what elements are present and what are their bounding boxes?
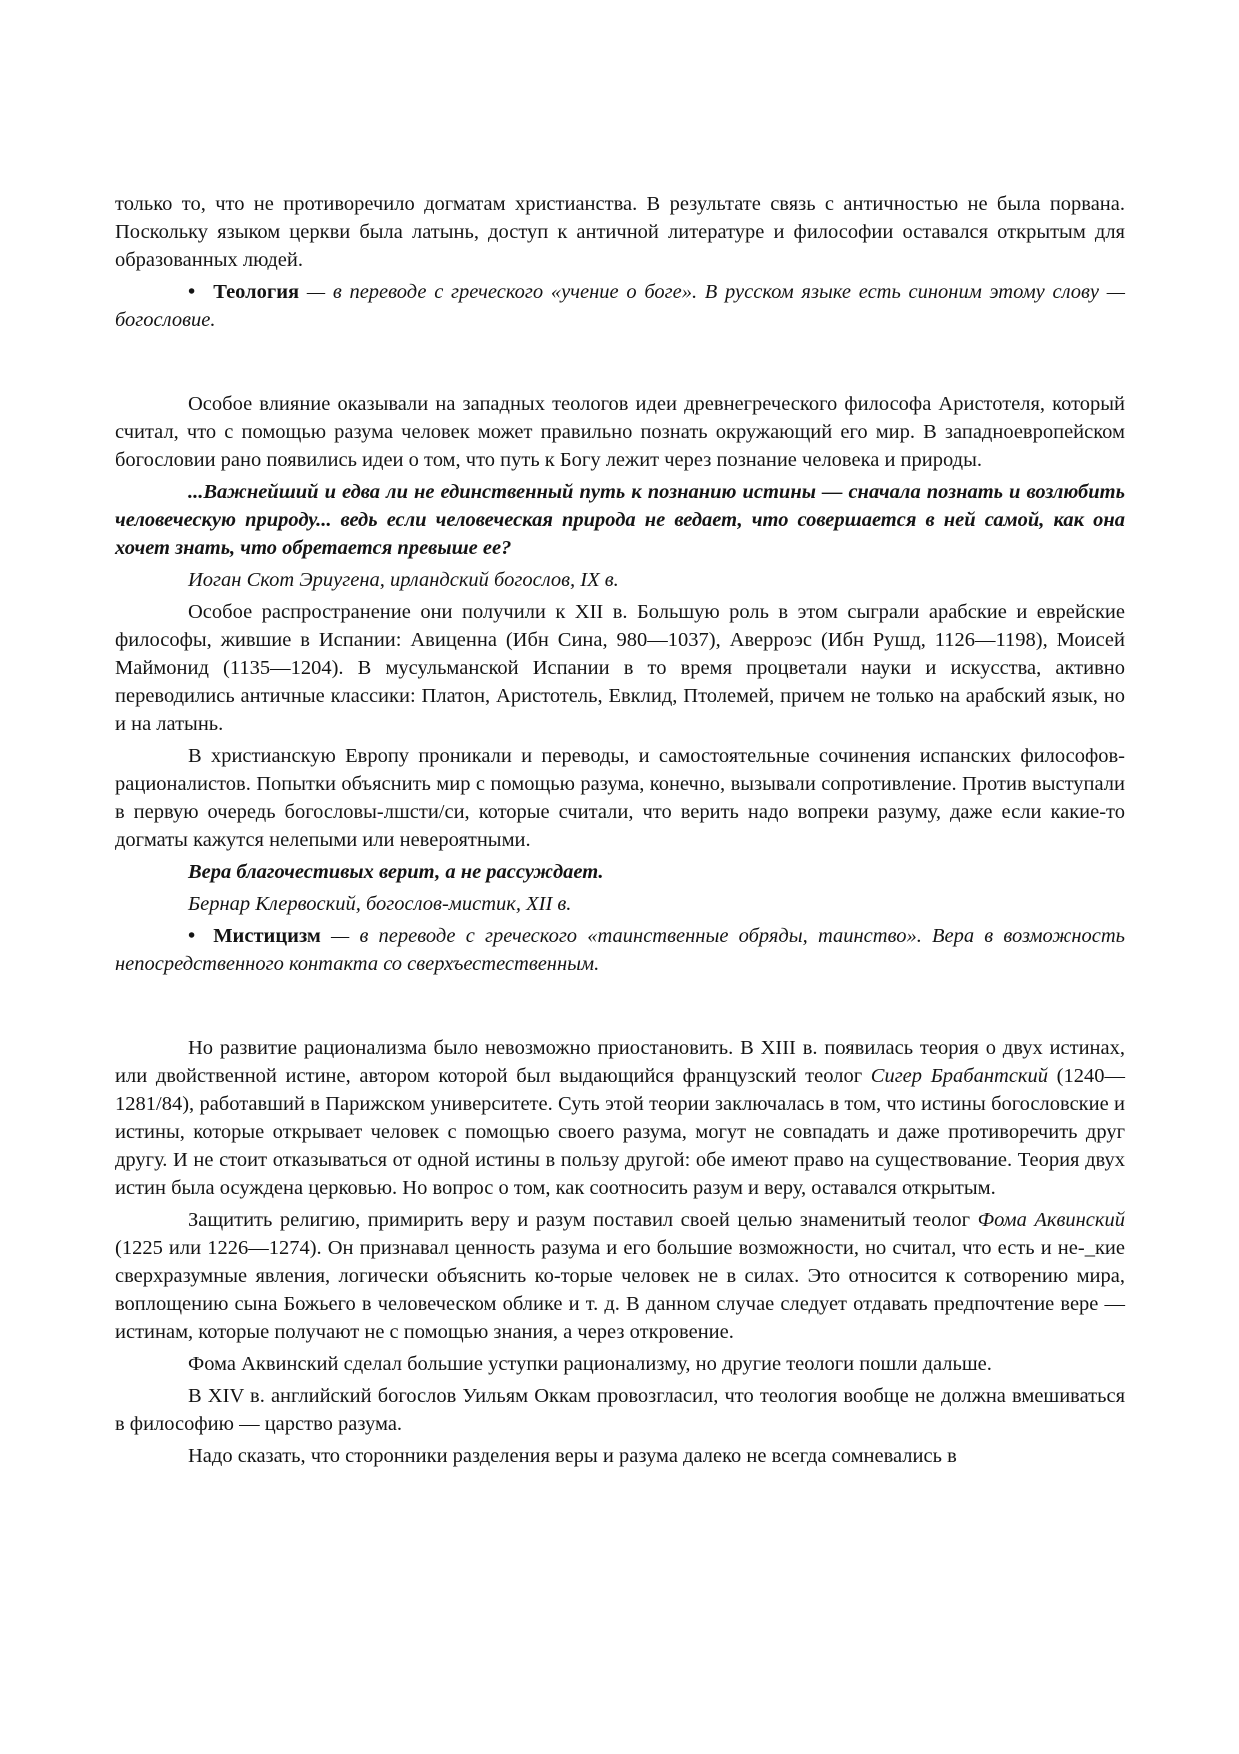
- paragraph: Особое распространение они получили к XII в. Большую роль в этом сыграли арабские и еврейские философы, жившие в Испании: Авиценна (Ибн Сина, 980—1037), Аверроэс (Ибн Рушд, 1126—1198), Моисей Маймонид (1135—1204). В мусульманской Испании в то время процветали науки и искусства, активно переводились античные классики: Платон, Аристотель, Евклид, Птолемей, причем не только на арабский язык, но и на латынь.: [115, 601, 1125, 735]
- definition-mysticism: [115, 922, 1125, 978]
- spacer: [115, 338, 1125, 390]
- paragraph: В XIV в. английский богослов Уильям Оккам провозгласил, что теология вообще не должна вмешиваться в философию — царство разума.: [115, 1385, 1125, 1435]
- definition-text: — в переводе с греческого «таинственные обряды, таинство». Вера в возможность непосредственного контакта со сверхъестественным.: [115, 925, 1125, 975]
- bullet-icon: •: [188, 281, 196, 303]
- definition-text: — в переводе с греческого «учение о боге». В русском языке есть синоним этому слову — богословие.: [115, 281, 1125, 331]
- paragraph: Фома Аквинский сделал большие уступки рационализму, но другие теологи пошли дальше.: [188, 1353, 992, 1375]
- bullet-icon: •: [188, 925, 196, 947]
- document-page: [115, 190, 1125, 1474]
- paragraph: В христианскую Европу проникали и переводы, и самостоятельные сочинения испанских философов-рационалистов. Попытки объяснить мир с помощью разума, конечно, вызывали сопротивление. Против выступали в первую очередь богословы-лшсти/си, которые считали, что верить надо вопреки разуму, даже если какие-то догматы кажутся нелепыми или невероятными.: [115, 745, 1125, 851]
- paragraph: Особое влияние оказывали на западных теологов идеи древнегреческого философа Аристотеля, который считал, что с помощью разума человек может правильно познать окружающий его мир. В западноевропейском богословии рано появились идеи о том, что путь к Богу лежит через познание человека и природы.: [115, 393, 1125, 471]
- quote: ...Важнейший и едва ли не единственный путь к познанию истины — сначала познать и возлюбить человеческую природу... ведь если человеческая природа не ведает, что совершается в ней самой, как она хочет знать, что обретается превыше ее?: [115, 481, 1125, 559]
- person-name: Сигер Брабантский: [870, 1065, 1049, 1087]
- paragraph: [115, 1034, 1125, 1202]
- term: Мистицизм: [213, 925, 321, 947]
- spacer: [115, 982, 1125, 1034]
- person-name: Фома Аквинский: [977, 1209, 1125, 1231]
- quote: Вера благочестивых верит, а не рассуждает.: [188, 861, 604, 883]
- text-run: Но развитие рационализма было невозможно приостановить. В XIII в. появилась теория о двух истинах, или двойственной истине, автором которой был выдающийся французский теолог: [115, 1037, 1125, 1087]
- definition-theology: [115, 278, 1125, 334]
- paragraph: только то, что не противоречило догматам христианства. В результате связь с античностью не была порвана. Поскольку языком церкви была латынь, доступ к античной литературе и философии оставался открытым для образованных людей.: [115, 193, 1125, 271]
- text-run: (1225 или 1226—1274). Он признавал ценность разума и его большие возможности, но считал, что есть и не-_кие сверхразумные явления, логически объяснить ко-торые человек не в силах. Это относится к сотворению мира, воплощению сына Божьего в человеческом облике и т. д. В данном случае следует отдавать предпочтение вере — истинам, которые получают не с помощью знания, а через откровение.: [115, 1237, 1125, 1343]
- text-run: Защитить религию, примирить веру и разум поставил своей целью знаменитый теолог: [188, 1209, 978, 1231]
- paragraph: Надо сказать, что сторонники разделения веры и разума далеко не всегда сомневались в: [188, 1445, 957, 1467]
- quote-attribution: Бернар Клервоский, богослов-мистик, XII в.: [188, 893, 572, 915]
- text-run: (1240—1281/84), работавший в Парижском университете. Суть этой теории заключалась в том, что истины богословские и истины, которые открывает человек с помощью своего разума, могут не совпадать и даже противоречить друг другу. И не стоит отказываться от одной истины в пользу другой: обе имеют право на существование. Теория двух истин была осуждена церковью. Но вопрос о том, как соотносить разум и веру, оставался открытым.: [115, 1065, 1125, 1199]
- quote-attribution: Иоган Скот Эриугена, ирландский богослов, IX в.: [188, 569, 619, 591]
- paragraph: [115, 1206, 1125, 1346]
- term: Теология: [213, 281, 300, 303]
